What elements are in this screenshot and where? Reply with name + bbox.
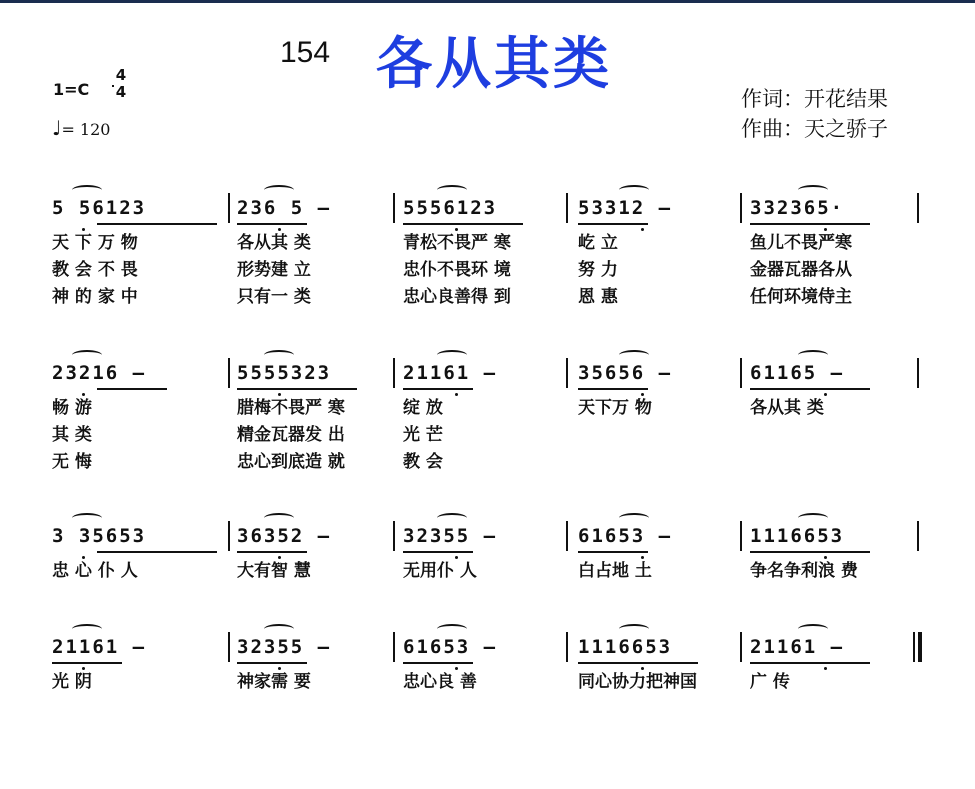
final-barline-thick xyxy=(918,632,922,662)
lyric-line: 腊梅不畏严 寒 xyxy=(237,398,345,418)
measure xyxy=(750,636,910,706)
slur-arc xyxy=(619,350,649,360)
slur-arc xyxy=(72,185,102,195)
slur-arc xyxy=(798,185,828,195)
final-barline-thin xyxy=(913,632,915,662)
slur-arc xyxy=(437,513,467,523)
lyric-line: 鱼儿不畏严寒 xyxy=(750,233,852,253)
lyric-line: 大有智 慧 xyxy=(237,561,311,581)
key-signature: 1=C xyxy=(53,80,90,99)
tempo-marking xyxy=(52,116,110,140)
barline xyxy=(393,632,395,662)
beam-underline xyxy=(237,388,357,390)
lyric-line: 白占地 土 xyxy=(578,561,652,581)
lyric-line: 忠心良善得 到 xyxy=(403,287,511,307)
barline xyxy=(393,521,395,551)
slur-arc xyxy=(264,624,294,634)
lyric-line: 绽 放 xyxy=(403,398,443,418)
slur-arc xyxy=(72,624,102,634)
octave-dot xyxy=(824,393,827,396)
lyric-line: 天下万 物 xyxy=(578,398,652,418)
beam-underline xyxy=(578,223,648,225)
slur-arc xyxy=(264,513,294,523)
note-sequence: 332365· xyxy=(750,197,845,219)
note-sequence: 61165 — xyxy=(750,362,845,384)
note-sequence: 21161 — xyxy=(403,362,498,384)
octave-dot xyxy=(455,393,458,396)
measure xyxy=(403,636,563,706)
lyric-line: 无用仆 人 xyxy=(403,561,477,581)
note-sequence: 236 5 — xyxy=(237,197,332,219)
barline xyxy=(393,193,395,223)
beam-underline xyxy=(750,223,870,225)
barline xyxy=(740,521,742,551)
barline xyxy=(917,521,919,551)
lyric-line: 青松不畏严 寒 xyxy=(403,233,511,253)
note-sequence: 36352 — xyxy=(237,525,332,547)
note-sequence: 21161 — xyxy=(750,636,845,658)
barline xyxy=(740,358,742,388)
lyric-line: 光 芒 xyxy=(403,425,443,445)
note-sequence: 35656 — xyxy=(578,362,673,384)
barline xyxy=(917,193,919,223)
lyric-line: 教 会 xyxy=(403,452,443,472)
note-sequence: 1116653 xyxy=(750,525,845,547)
lyric-line: 屹 立 xyxy=(578,233,618,253)
lyric-line: 无 悔 xyxy=(52,452,92,472)
lyric-line: 其 类 xyxy=(52,425,92,445)
lyric-line: 忠心良 善 xyxy=(403,672,477,692)
composer-credit: 作曲：天之骄子 xyxy=(741,117,888,141)
time-signature xyxy=(112,67,130,101)
time-signature-bottom: 4 xyxy=(115,83,127,101)
beam-underline xyxy=(97,551,217,553)
barline xyxy=(228,521,230,551)
measure xyxy=(403,362,563,472)
time-signature-line xyxy=(112,85,114,87)
note-sequence: 61653 — xyxy=(578,525,673,547)
lyricist-credit: 作词：开花结果 xyxy=(741,87,888,111)
measure xyxy=(750,525,910,595)
measure xyxy=(578,525,736,595)
beam-underline xyxy=(237,662,307,664)
tempo-value: = 120 xyxy=(61,120,111,139)
lyric-line: 光 阴 xyxy=(52,672,92,692)
beam-underline xyxy=(237,551,307,553)
beam-underline xyxy=(97,388,167,390)
top-border xyxy=(0,0,975,3)
measure xyxy=(750,362,910,432)
measure xyxy=(750,197,910,307)
measure xyxy=(52,197,217,307)
lyric-line: 忠 心 仆 人 xyxy=(52,561,138,581)
barline xyxy=(228,632,230,662)
lyric-line: 只有一 类 xyxy=(237,287,311,307)
barline xyxy=(228,193,230,223)
slur-arc xyxy=(72,350,102,360)
octave-dot xyxy=(824,667,827,670)
lyric-line: 恩 惠 xyxy=(578,287,618,307)
octave-dot xyxy=(641,228,644,231)
lyric-line: 神 的 家 中 xyxy=(52,287,138,307)
lyric-line: 忠仆不畏环 境 xyxy=(403,260,511,280)
beam-underline xyxy=(578,662,698,664)
beam-underline xyxy=(578,551,648,553)
note-sequence: 5556123 xyxy=(403,197,498,219)
beam-underline xyxy=(403,662,473,664)
barline xyxy=(566,632,568,662)
lyric-line: 争名争利浪 费 xyxy=(750,561,858,581)
measure xyxy=(52,362,217,472)
beam-underline xyxy=(403,388,473,390)
measure xyxy=(237,197,392,307)
lyric-line: 各从其 类 xyxy=(237,233,311,253)
lyric-line: 神家需 要 xyxy=(237,672,311,692)
slur-arc xyxy=(264,185,294,195)
slur-arc xyxy=(437,350,467,360)
beam-underline xyxy=(52,662,122,664)
lyric-line: 努 力 xyxy=(578,260,618,280)
lyric-line: 天 下 万 物 xyxy=(52,233,138,253)
note-sequence: 3 35653 xyxy=(52,525,147,547)
lyric-line: 形势建 立 xyxy=(237,260,311,280)
beam-underline xyxy=(578,388,648,390)
slur-arc xyxy=(798,350,828,360)
note-sequence: 53312 — xyxy=(578,197,673,219)
lyric-line: 广 传 xyxy=(750,672,790,692)
slur-arc xyxy=(798,624,828,634)
note-sequence: 32355 — xyxy=(237,636,332,658)
note-sequence: 5555323 xyxy=(237,362,332,384)
note-sequence: 23216 — xyxy=(52,362,147,384)
slur-arc xyxy=(798,513,828,523)
slur-arc xyxy=(619,185,649,195)
measure xyxy=(237,525,392,595)
lyric-line: 精金瓦器发 出 xyxy=(237,425,345,445)
measure xyxy=(578,362,736,432)
slur-arc xyxy=(619,624,649,634)
slur-arc xyxy=(437,185,467,195)
beam-underline xyxy=(750,388,870,390)
beam-underline xyxy=(750,551,870,553)
barline xyxy=(228,358,230,388)
barline xyxy=(393,358,395,388)
beam-underline xyxy=(750,662,870,664)
measure xyxy=(403,525,563,595)
beam-underline xyxy=(97,223,217,225)
lyric-line: 各从其 类 xyxy=(750,398,824,418)
measure xyxy=(403,197,563,307)
note-sequence: 32355 — xyxy=(403,525,498,547)
measure xyxy=(237,362,392,472)
note-sequence: 21161 — xyxy=(52,636,147,658)
barline xyxy=(740,632,742,662)
slur-arc xyxy=(264,350,294,360)
slur-arc xyxy=(619,513,649,523)
lyric-line: 同心协力把神国 xyxy=(578,672,697,692)
lyric-line: 任何环境侍主 xyxy=(750,287,852,307)
beam-underline xyxy=(403,551,473,553)
lyric-line: 畅 游 xyxy=(52,398,92,418)
measure xyxy=(52,636,217,706)
song-title: 各从其类 xyxy=(376,32,612,97)
note-sequence: 5 56123 xyxy=(52,197,147,219)
song-number: 154 xyxy=(280,36,331,69)
barline xyxy=(566,193,568,223)
quarter-note-icon: ♩ xyxy=(52,116,62,140)
note-sequence: 61653 — xyxy=(403,636,498,658)
lyric-line: 教 会 不 畏 xyxy=(52,260,138,280)
slur-arc xyxy=(437,624,467,634)
beam-underline xyxy=(237,223,307,225)
lyric-line: 金器瓦器各从 xyxy=(750,260,852,280)
time-signature-top: 4 xyxy=(115,66,127,84)
measure xyxy=(237,636,392,706)
measure xyxy=(52,525,217,595)
barline xyxy=(740,193,742,223)
lyric-line: 忠心到底造 就 xyxy=(237,452,345,472)
barline xyxy=(566,358,568,388)
beam-underline xyxy=(403,223,523,225)
barline xyxy=(917,358,919,388)
note-sequence: 1116653 xyxy=(578,636,673,658)
measure xyxy=(578,636,736,706)
measure xyxy=(578,197,736,307)
slur-arc xyxy=(72,513,102,523)
barline xyxy=(566,521,568,551)
